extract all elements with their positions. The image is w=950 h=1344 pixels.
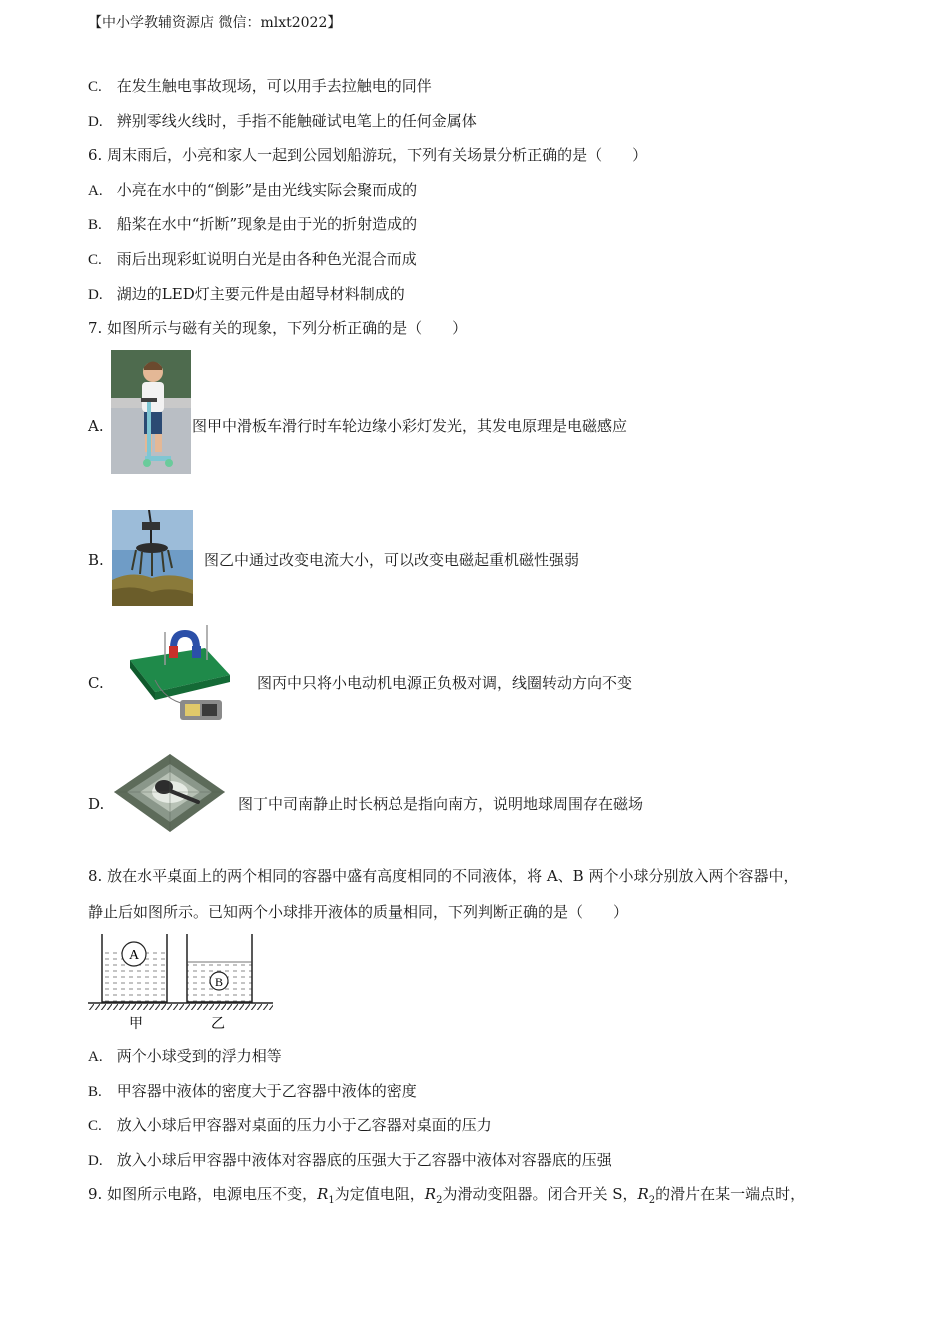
q7-option-a-text: 图甲中滑板车滑行时车轮边缘小彩灯发光，其发电原理是电磁感应 [192, 417, 628, 435]
q8-stem-line1: 8. 放在水平桌面上的两个相同的容器中盛有高度相同的不同液体，将 A、B 两个小球分别放入两个容器中， [88, 867, 799, 885]
q9-part2: 为定值电阻， [334, 1185, 425, 1203]
ball-a-label: A [128, 948, 140, 963]
r1-symbol: R [317, 1185, 329, 1203]
option-letter: B. [88, 217, 102, 233]
q6-option-c [88, 248, 417, 271]
option-text: 放入小球后甲容器中液体对容器底的压强大于乙容器中液体对容器底的压强 [116, 1151, 612, 1169]
option-text: 船桨在水中“折断”现象是由于光的折射造成的 [116, 215, 418, 233]
q7-option-c-text: 图丙中只将小电动机电源正负极对调，线圈转动方向不变 [257, 674, 633, 692]
option-letter: D. [88, 114, 103, 130]
q9-stem [88, 1183, 805, 1212]
crane-photo [112, 510, 193, 606]
q7-option-d-letter: D. [88, 795, 105, 813]
q6-option-a [88, 179, 417, 202]
option-text: 两个小球受到的浮力相等 [116, 1047, 282, 1065]
sinan-compass-photo [112, 752, 227, 834]
q8-option-b [88, 1080, 417, 1103]
ball-b-label: B [214, 975, 224, 989]
option-letter: C. [88, 252, 102, 268]
q9-part3: 为滑动变阻器。闭合开关 S， [442, 1185, 638, 1203]
r1-subscript: 1 [328, 1195, 335, 1206]
option-text: 甲容器中液体的密度大于乙容器中液体的密度 [116, 1082, 417, 1100]
q7-option-d-text: 图丁中司南静止时长柄总是指向南方，说明地球周围存在磁场 [238, 795, 644, 813]
option-text: 湖边的LED灯主要元件是由超导材料制成的 [116, 285, 405, 303]
q8-stem-line2: 静止后如图所示。已知两个小球排开液体的质量相同，下列判断正确的是（ ） [88, 903, 629, 921]
r2-symbol-second: R [637, 1185, 649, 1203]
option-letter: C. [88, 1118, 102, 1134]
q7-option-b-letter: B. [88, 551, 104, 569]
q6-option-d [88, 283, 405, 306]
q9-part1: 9. 如图所示电路，电源电压不变， [88, 1185, 318, 1203]
r2-symbol: R [424, 1185, 437, 1203]
option-letter: C. [88, 79, 102, 95]
option-text: 放入小球后甲容器对桌面的压力小于乙容器对桌面的压力 [116, 1116, 492, 1134]
q8-option-d [88, 1149, 612, 1172]
option-letter: D. [88, 1153, 103, 1169]
q8-option-a [88, 1045, 282, 1068]
table-hatch [88, 1004, 273, 1010]
label-yi: 乙 [211, 1016, 225, 1032]
scooter-photo [111, 350, 191, 474]
q8-option-c [88, 1114, 492, 1137]
option-text: 辨别零线火线时，手指不能触碰试电笔上的任何金属体 [116, 112, 477, 130]
q9-part4: 的滑片在某一端点时， [655, 1185, 806, 1203]
option-text: 小亮在水中的“倒影”是由光线实际会聚而成的 [116, 181, 418, 199]
q6-option-b [88, 213, 417, 236]
option-letter: B. [88, 1084, 102, 1100]
page-header: 【中小学教辅资源店 微信：mlxt2022】 [88, 15, 342, 31]
containers-figure [88, 932, 273, 1032]
label-jia: 甲 [129, 1016, 143, 1032]
q5-option-d [88, 110, 477, 133]
q7-option-a-letter: A. [88, 417, 104, 435]
r2-subscript-second: 2 [648, 1195, 656, 1206]
q7-stem: 7. 如图所示与磁有关的现象，下列分析正确的是（ ） [88, 319, 468, 337]
r2-subscript: 2 [436, 1195, 443, 1206]
motor-photo [125, 620, 235, 730]
option-text: 在发生触电事故现场，可以用手去拉触电的同伴 [116, 77, 432, 95]
option-letter: A. [88, 183, 103, 199]
option-text: 雨后出现彩虹说明白光是由各种色光混合而成 [116, 250, 417, 268]
q6-stem: 6. 周末雨后，小亮和家人一起到公园划船游玩，下列有关场景分析正确的是（ ） [88, 146, 648, 164]
q5-option-c [88, 75, 432, 98]
q7-option-b-text: 图乙中通过改变电流大小，可以改变电磁起重机磁性强弱 [204, 551, 580, 569]
option-letter: D. [88, 287, 103, 303]
q7-option-c-letter: C. [88, 674, 104, 692]
option-letter: A. [88, 1049, 103, 1065]
